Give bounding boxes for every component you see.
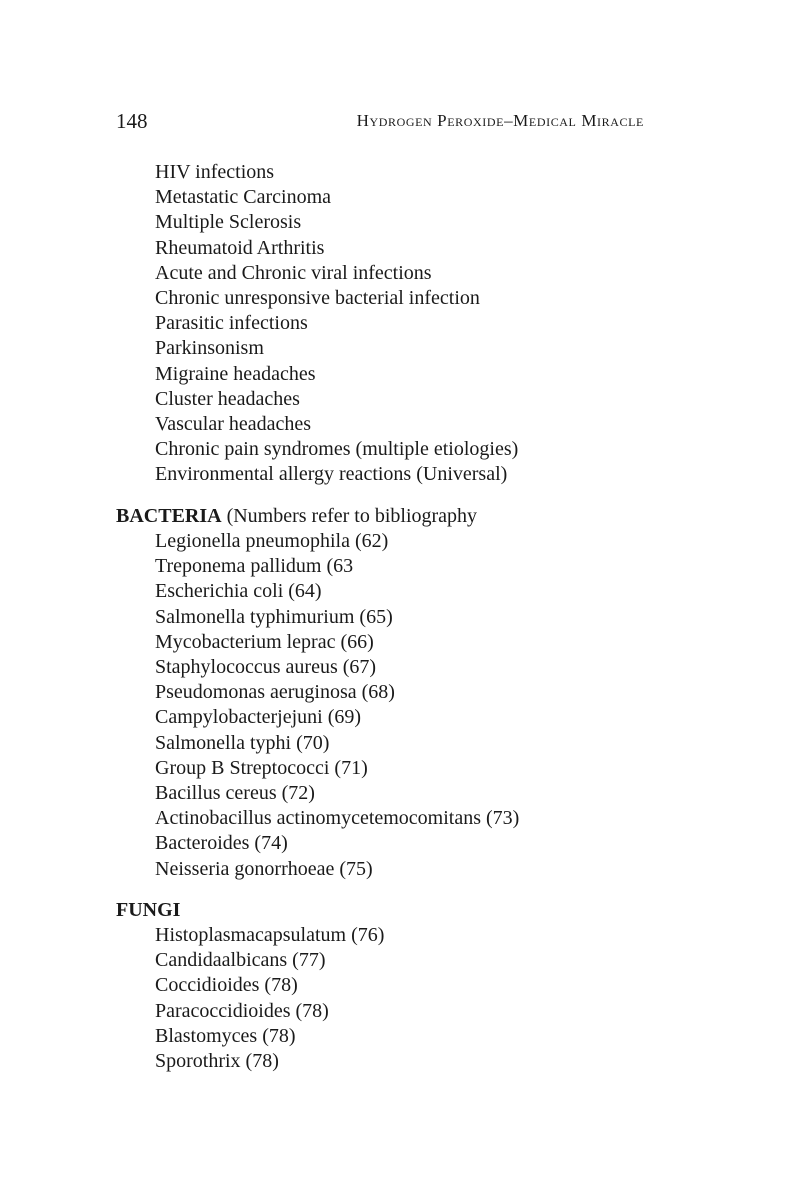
fungi-section-heading [116, 898, 180, 923]
list-item: Staphylococcus aureus (67) [155, 656, 377, 679]
list-item: Neisseria gonorrhoeae (75) [155, 857, 373, 880]
bacteria-heading-label: BACTERIA [116, 505, 222, 527]
list-item: Blastomyces (78) [155, 1024, 296, 1047]
list-item: Parkinsonism [155, 337, 264, 360]
list-item: Pseudomonas aeruginosa (68) [155, 681, 395, 704]
list-item: HIV infections [155, 161, 275, 183]
list-item: Multiple Sclerosis [155, 211, 302, 234]
list-item: Group B Streptococci (71) [155, 756, 368, 779]
list-item: Bacillus cereus (72) [155, 782, 315, 805]
bacteria-heading-note: (Numbers refer to bibliography [226, 505, 478, 527]
list-item: Legionella pneumophila (62) [155, 530, 389, 552]
list-item: Mycobacterium leprac (66) [155, 630, 374, 653]
list-item: Acute and Chronic viral infections [155, 261, 432, 284]
list-item: Histoplasmacapsulatum (76) [155, 924, 385, 946]
list-item: Sporothrix (78) [155, 1050, 279, 1073]
list-item: Salmonella typhi (70) [155, 731, 330, 754]
list-item: Migraine headaches [155, 362, 316, 385]
bacteria-list [155, 529, 519, 882]
list-item: Metastatic Carcinoma [155, 186, 332, 209]
list-item: Rheumatoid Arthritis [155, 236, 325, 259]
bacteria-section-heading [116, 504, 477, 529]
list-item: Chronic pain syndromes (multiple etiologies) [155, 438, 519, 461]
fungi-heading-label: FUNGI [116, 899, 181, 921]
list-item: Coccidioides (78) [155, 974, 298, 997]
list-item: Vascular headaches [155, 413, 312, 436]
list-item: Cluster headaches [155, 387, 300, 410]
list-item: Escherichia coli (64) [155, 580, 322, 603]
running-header-title: Hydrogen Peroxide–Medical Miracle [356, 111, 644, 130]
list-item: Candidaalbicans (77) [155, 949, 326, 972]
list-item: Bacteroides (74) [155, 832, 288, 855]
fungi-list [155, 923, 384, 1074]
list-item: Salmonella typhimurium (65) [155, 605, 393, 628]
list-item: Treponema pallidum (63 [155, 555, 354, 578]
page-number: 148 [116, 109, 148, 133]
list-item: Actinobacillus actinomycetemocomitans (73) [155, 807, 520, 830]
conditions-list [155, 160, 518, 488]
list-item: Chronic unresponsive bacterial infection [155, 287, 480, 310]
list-item: Campylobacterjejuni (69) [155, 706, 362, 729]
list-item: Environmental allergy reactions (Universal) [155, 463, 508, 486]
list-item: Paracoccidioides (78) [155, 999, 329, 1022]
list-item: Parasitic infections [155, 312, 308, 335]
